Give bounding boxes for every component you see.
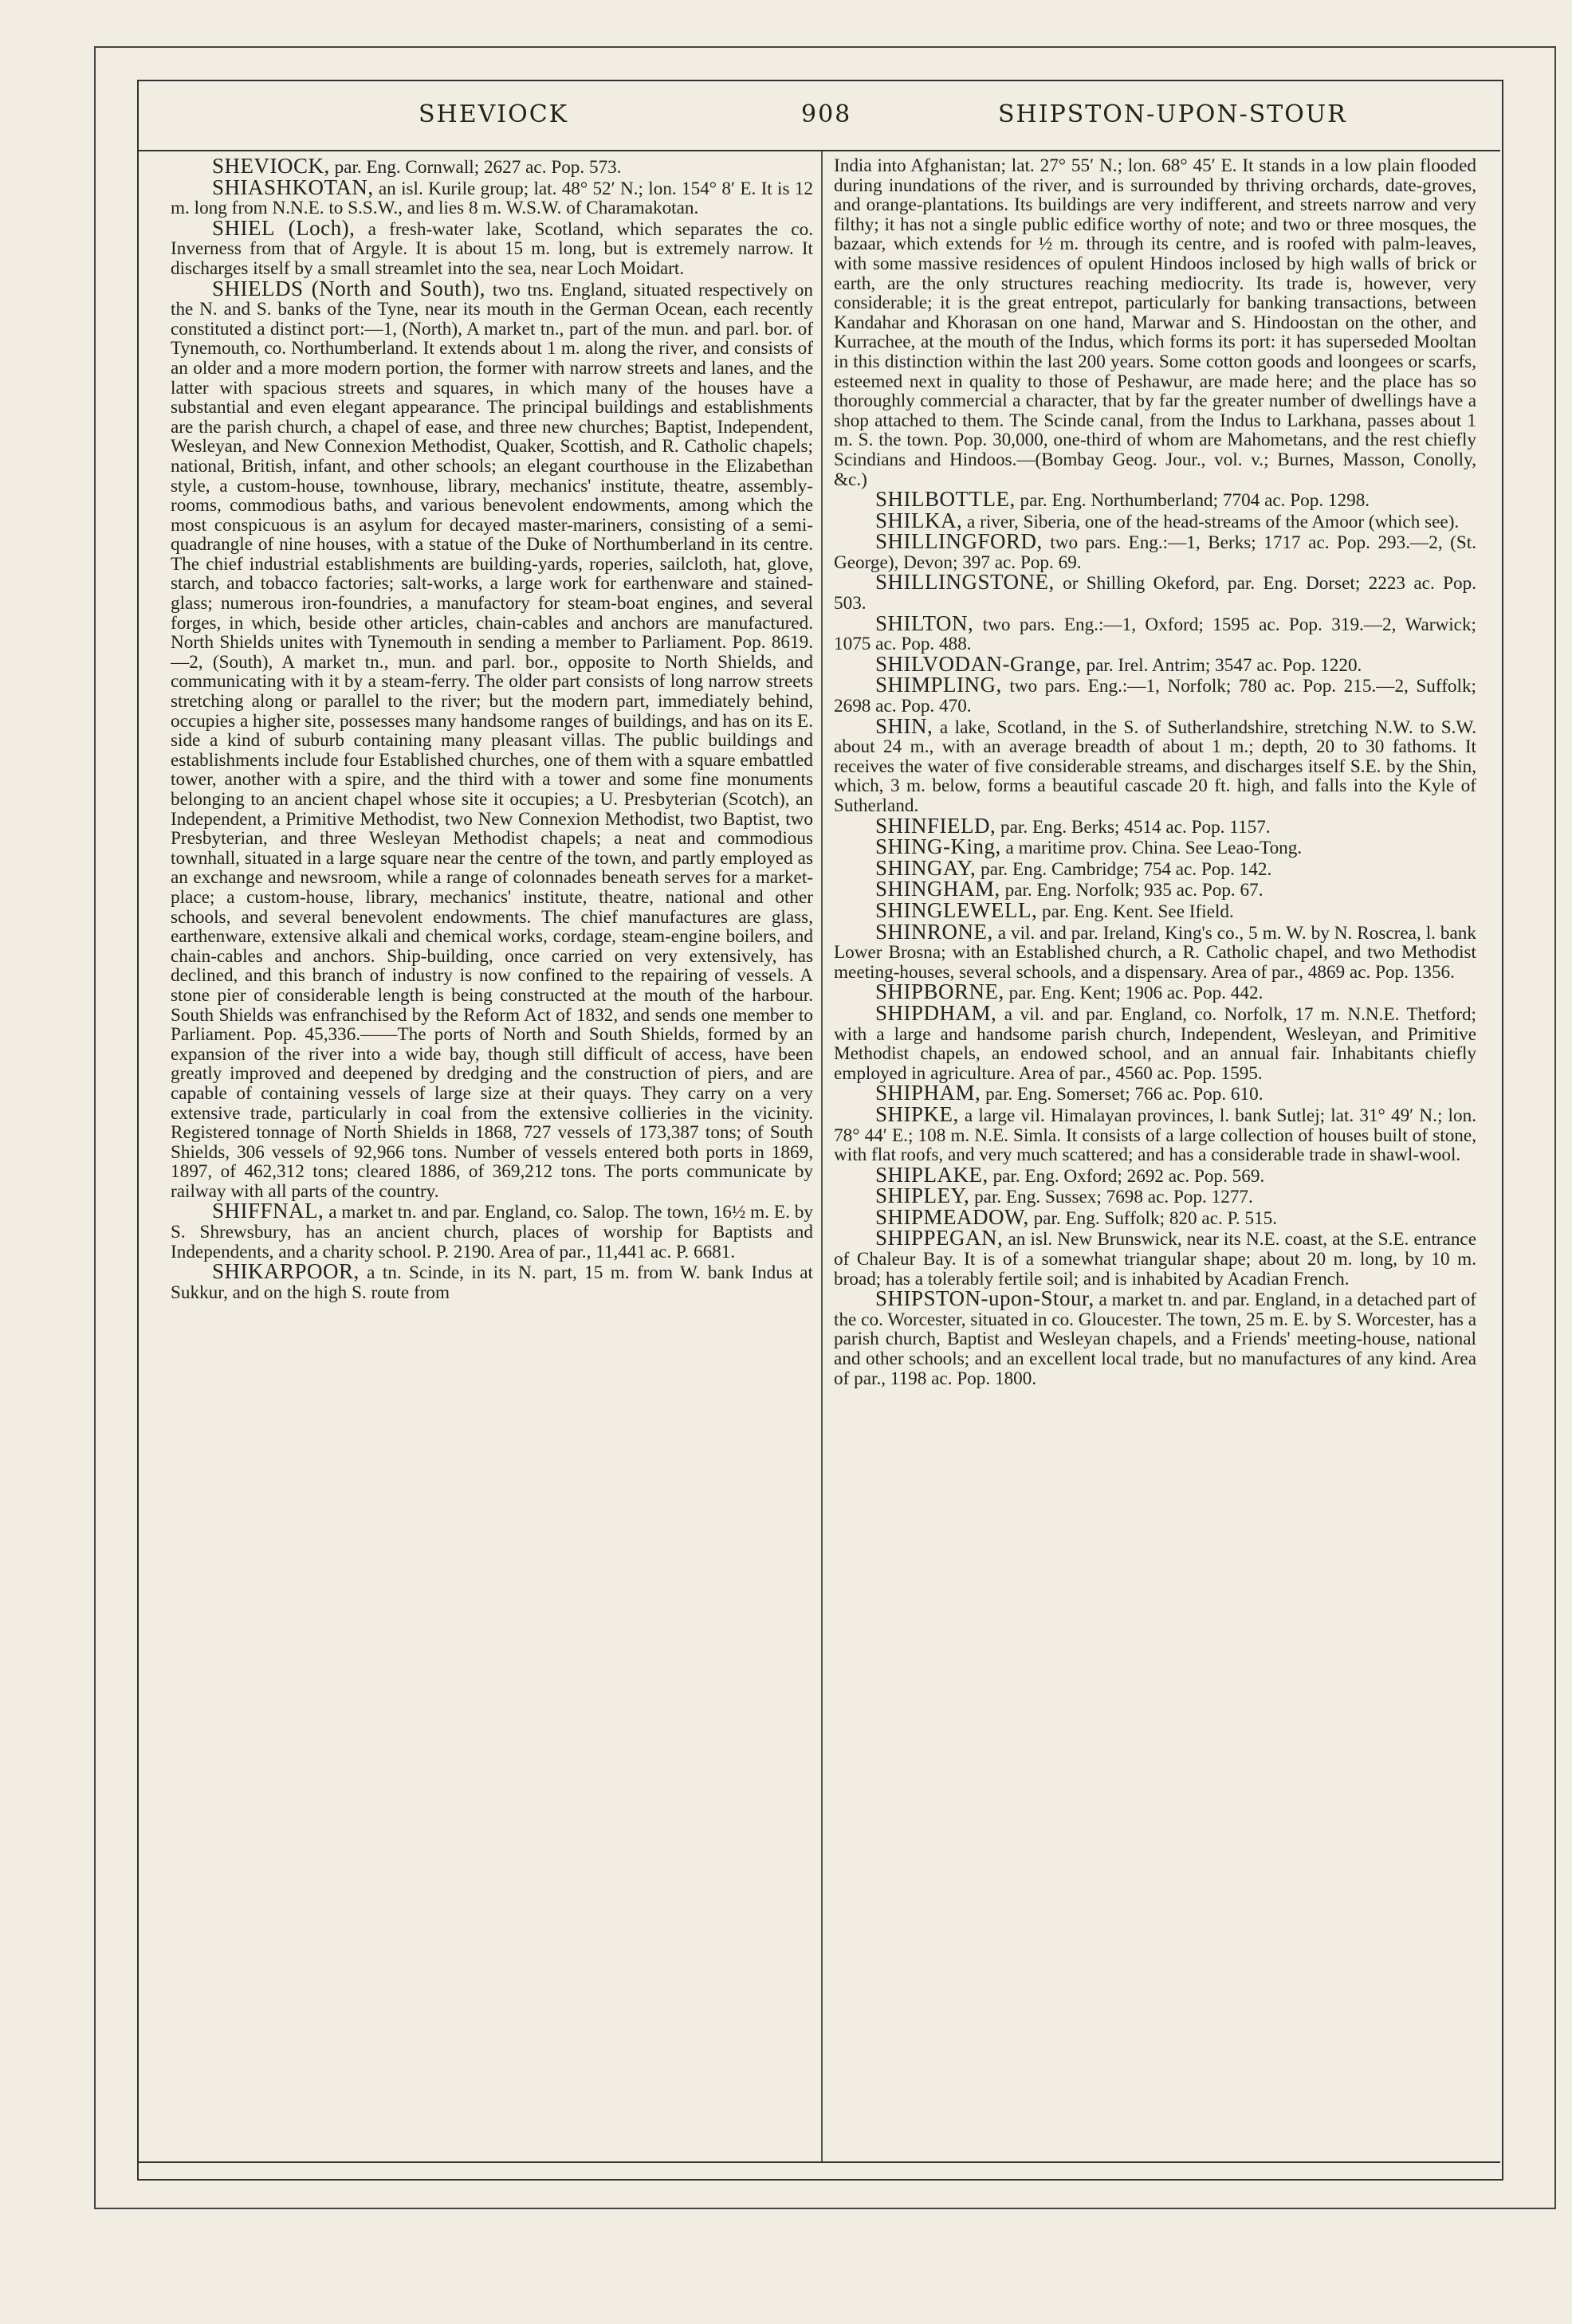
entry-text: a river, Siberia, one of the head-streams of the Amoor (which see). — [962, 511, 1460, 532]
right-column — [834, 156, 1476, 2158]
entry-headword: SHIELDS (North and South), — [212, 276, 486, 300]
entry-text: par. Eng. Kent. See Ifield. — [1037, 901, 1234, 922]
entry-text: a fresh-water lake, Scotland, which separates the co. Inverness from that of Argyle. It is about 15 m. long, but is extremely narrow. It discharges itself by a small streamlet into the sea, near Loch Moidart. — [171, 218, 813, 279]
entry-text: a vil. and par. Ireland, King's co., 5 m. W. by N. Roscrea, l. bank Lower Brosna; with an Established church, a R. Catholic chapel, and two Methodist meeting-houses, several schools, and a dispensary. Area of par., 4869 ac. Pop. 1356. — [834, 922, 1476, 983]
entry-text: an isl. New Brunswick, near its N.E. coast, at the S.E. entrance of Chaleur Bay. It is of a somewhat triangular shape; about 20 m. long, by 10 m. broad; has a tolerably fertile soil; and is inhabited by Acadian French. — [834, 1229, 1476, 1290]
entry-headword: SHIPKE, — [875, 1101, 959, 1126]
header-rule — [139, 150, 1500, 151]
gazetteer-entry — [834, 610, 1476, 655]
header-left-catchword: SHEVIOCK — [419, 100, 569, 128]
entry-headword: SHILBOTTLE, — [875, 487, 1016, 512]
gazetteer-entry — [834, 1101, 1476, 1166]
gazetteer-entry — [834, 1228, 1476, 1289]
gazetteer-entry — [834, 1204, 1476, 1229]
entry-headword: SHIMPLING, — [875, 673, 1002, 697]
entry-text: par. Eng. Oxford; 2692 ac. Pop. 569. — [988, 1165, 1265, 1187]
gazetteer-entry — [171, 1259, 813, 1303]
gazetteer-entry — [834, 897, 1476, 922]
footer-rule — [139, 2161, 1500, 2163]
entry-headword: SHIKARPOOR, — [212, 1259, 360, 1284]
entry-text: two pars. Eng.:—1, Norfolk; 780 ac. Pop. 215.—2, Suffolk; 2698 ac. Pop. 470. — [834, 676, 1476, 717]
entry-headword: SHIPBORNE, — [875, 979, 1004, 1004]
entry-headword: SHINGLEWELL, — [875, 897, 1038, 922]
entry-headword: SHIPPEGAN, — [875, 1226, 1004, 1250]
entry-text: an isl. Kurile group; lat. 48° 52′ N.; lon. 154° 8′ E. It is 12 m. long from N.N.E. to S.S.W., and lies 8 m. W.S.W. of Charamakotan. — [171, 178, 813, 219]
entry-headword: SHIFFNAL, — [212, 1199, 324, 1223]
gazetteer-entry — [171, 175, 813, 219]
gazetteer-entry — [834, 1083, 1476, 1105]
gazetteer-entry — [834, 979, 1476, 1004]
gazetteer-entry — [171, 1201, 813, 1262]
gazetteer-entry — [834, 713, 1476, 816]
entry-text: par. Eng. Cornwall; 2627 ac. Pop. 573. — [329, 157, 622, 178]
entry-headword: SHIN, — [875, 713, 933, 738]
gazetteer-entry — [834, 156, 1476, 489]
entry-text: or Shilling Okeford, par. Eng. Dorset; 2223 ac. Pop. 503. — [834, 573, 1476, 614]
entry-headword: SHINFIELD, — [875, 813, 996, 838]
gazetteer-entry — [834, 1162, 1476, 1187]
entry-text: India into Afghanistan; lat. 27° 55′ N.; lon. 68° 45′ E. It stands in a low plain flooded during inundations of the river, and is surrounded by thriving orchards, date-groves, and orange-plantations. Its buildings are very indifferent, and streets narrow and very filthy; it has not a single public edifice worthy of note; and two or three mosques, the bazaar, which extends for ½ m. through its centre, and is roofed with palm-leaves, with some massive residences of opulent Hindoos inclosed by high walls of brick or earth, are the only structures reaching mediocrity. Its trade is, however, very considerable; it is the great entrepot, particularly for banking transactions, between Kandahar and Khorasan on one hand, Marwar and S. Hindoostan on the other, and Kurrachee, at the mouth of the Indus, which forms its port: it has superseded Mooltan in this distinction within the last 200 years. Some cotton goods and loongees or scarfs, esteemed next in quality to those of Peshawur, are made here; and the place has so thoroughly commercial a character, that by far the greater number of dwellings have a shop attached to them. The Scinde canal, from the Indus to Larkhana, passes about 1 m. S. the town. Pop. 30,000, one-third of whom are Mahometans, and the rest chiefly Scindians and Hindoos.—(Bombay Geog. Jour., vol. v.; Burnes, Masson, Conolly, &c.) — [834, 156, 1476, 490]
gazetteer-entry — [834, 879, 1476, 901]
page-number: 908 — [801, 100, 852, 128]
entry-text: a lake, Scotland, in the S. of Sutherlandshire, stretching N.W. to S.W. about 24 m., with an average breadth of about 1 m.; depth, 20 to 30 fathoms. It receives the water of five considerable streams, and discharges itself S.E. by the Shin, which, 3 m. below, forms a beautiful cascade 20 ft. high, and falls into the Kyle of Sutherland. — [834, 716, 1476, 816]
gazetteer-entry — [834, 1000, 1476, 1084]
gazetteer-entry — [834, 855, 1476, 880]
entry-text: par. Eng. Northumberland; 7704 ac. Pop. 1298. — [1015, 490, 1370, 512]
entry-headword: SHINRONE, — [875, 919, 993, 944]
entry-headword: SHINGAY, — [875, 855, 977, 880]
entry-headword: SHIASHKOTAN, — [212, 175, 374, 199]
gazetteer-entry — [834, 919, 1476, 983]
entry-headword: SHING-King, — [875, 834, 1001, 859]
gazetteer-entry — [834, 529, 1476, 573]
entry-text: a tn. Scinde, in its N. part, 15 m. from W. bank Indus at Sukkur, and on the high S. route from — [171, 1262, 813, 1303]
entry-text: a market tn. and par. England, in a detached part of the co. Worcester, situated in co. Gloucester. The town, 25 m. E. by S. Worcester, has a parish church, Baptist and Wesleyan chapels, and a Friends' meeting-house, national and other schools; and an excellent local trade, but no manufactures of any kind. Area of par., 1198 ac. Pop. 1800. — [834, 1290, 1476, 1389]
entry-headword: SHILKA, — [875, 508, 963, 532]
gazetteer-entry — [834, 508, 1476, 532]
entry-text: a vil. and par. England, co. Norfolk, 17 m. N.N.E. Thetford; with a large and handsome parish church, Independent, Wesleyan, and Primitive Methodist chapels, an endowed school, and an annual fair. Inhabitants chiefly employed in agriculture. Area of par., 4560 ac. Pop. 1595. — [834, 1003, 1476, 1084]
gazetteer-entry — [834, 834, 1476, 859]
entry-headword: SHILVODAN-Grange, — [875, 651, 1082, 676]
entry-text: par. Eng. Norfolk; 935 ac. Pop. 67. — [1000, 880, 1263, 901]
entry-text: par. Eng. Kent; 1906 ac. Pop. 442. — [1004, 983, 1263, 1004]
entry-text: par. Eng. Cambridge; 754 ac. Pop. 142. — [976, 858, 1272, 880]
entry-headword: SHILLINGSTONE, — [875, 570, 1055, 595]
entry-headword: SHIPSTON-upon-Stour, — [875, 1286, 1095, 1311]
entry-headword: SHIPLEY, — [875, 1184, 970, 1208]
entry-text: par. Irel. Antrim; 3547 ac. Pop. 1220. — [1081, 654, 1362, 676]
entry-text: two pars. Eng.:—1, Berks; 1717 ac. Pop. 293.—2, (St. George), Devon; 397 ac. Pop. 69. — [834, 532, 1476, 573]
entry-headword: SHIPMEADOW, — [875, 1204, 1029, 1229]
entry-text: two tns. England, situated respectively on the N. and S. banks of the Tyne, near its mouth in the German Ocean, each recently constituted a distinct port:—1, (North), A market tn., part of the mun. and parl. bor. of Tynemouth, co. Northumberland. It extends about 1 m. along the river, and consists of an older and a more modern portion, the former with narrow streets and lanes, and the latter with spacious streets and squares, in which many of the houses have a substantial and even elegant appearance. The principal buildings and establishments are the parish church, a chapel of ease, and three new churches; Baptist, Independent, Wesleyan, and New Connexion Methodist, Quaker, Scottish, and R. Catholic chapels; national, British, infant, and other schools; an elegant courthouse in the Elizabethan style, a custom-house, townhouse, library, mechanics' institute, theatre, assembly-rooms, commodious baths, and various benevolent endowments, among which the most conspicuous is an asylum for decayed master-mariners, consisting of a semi-quadrangle of nine houses, with a statue of the Duke of Northumberland in its centre. The chief industrial establishments are building-yards, roperies, sailcloth, hat, glove, starch, and tobacco factories; salt-works, a large work for earthenware and stained-glass; numerous iron-foundries, a manufactory for steam-boat engines, and several forges, in which, beside other articles, chain-cables and anchors are manufactured. North Shields unites with Tynemouth in sending a member to Parliament. Pop. 8619.—2, (South), A market tn., mun. and parl. bor., opposite to North Shields, and communicating with it by a steam-ferry. The older part consists of long narrow streets stretching along or parallel to the river; but the modern part, immediately behind, occupies a higher site, possesses many handsome ranges of buildings, and has on its E. side a kind of suburb containing many pleasant villas. The public buildings and establishments include four Established churches, one of them with a square embattled tower, another with a spire, and the third with a tower and some fine monuments belonging to an ancient chapel whose site it occupies; a U. Presbyterian (Scotch), an Independent, a Primitive Methodist, two New Connexion Methodist, two Baptist, two Presbyterian, and three Wesleyan Methodist chapels; a neat and commodious townhall, situated in a large square near the centre of the town, and partly employed as an exchange and newsroom, while a range of colonnades beneath serves for a market-place; a custom-house, library, mechanics' institute, theatre, national and other schools, and several benevolent endowments. The chief manufactures are glass, earthenware, extensive alkali and chemical works, cordage, steam-engine boilers, and chain-cables and anchors. Ship-building, once carried on very extensively, has declined, and this branch of industry is now confined to the repairing of vessels. A stone pier of considerable length is being constructed at the mouth of the harbour. South Shields was enfranchised by the Reform Act of 1832, and sends one member to Parliament. Pop. 45,336.——The ports of North and South Shields, formed by an expansion of the river into a wide bay, though still difficult of access, have been greatly improved and deepened by dredging and the construction of piers, and are capable of containing vessels of large size at their quays. They carry on a very extensive trade, particularly in coal from the extensive collieries in the vicinity. Registered tonnage of North Shields in 1868, 727 vessels of 173,387 tons; of South Shields, 306 vessels of 92,966 tons. Number of vessels entered both ports in 1869, 1897, of 462,312 tons; cleared 1886, of 369,212 tons. The ports communicate by railway with all parts of the country. — [171, 279, 813, 1202]
entry-headword: SHEVIOCK, — [212, 156, 330, 178]
header-right-catchword: SHIPSTON-UPON-STOUR — [998, 100, 1347, 128]
entry-text: par. Eng. Sussex; 7698 ac. Pop. 1277. — [969, 1187, 1253, 1208]
left-column — [171, 156, 813, 2158]
gazetteer-entry — [834, 651, 1476, 676]
entry-text: a maritime prov. China. See Leao-Tong. — [1000, 838, 1303, 859]
running-header — [143, 86, 1499, 150]
entry-text: par. Eng. Berks; 4514 ac. Pop. 1157. — [996, 816, 1271, 838]
entry-headword: SHILLINGFORD, — [875, 529, 1043, 554]
gazetteer-entry — [834, 1186, 1476, 1207]
entry-headword: SHINGHAM, — [875, 877, 1000, 901]
entry-headword: SHIEL (Loch), — [212, 215, 356, 240]
entry-text: par. Eng. Suffolk; 820 ac. P. 515. — [1028, 1207, 1278, 1229]
gazetteer-entry — [834, 489, 1476, 511]
entry-headword: SHIPDHAM, — [875, 1000, 997, 1025]
gazetteer-entry — [171, 215, 813, 279]
entry-text: two pars. Eng.:—1, Oxford; 1595 ac. Pop. 319.—2, Warwick; 1075 ac. Pop. 488. — [834, 614, 1476, 655]
entry-headword: SHILTON, — [875, 610, 974, 635]
gazetteer-entry — [834, 813, 1476, 838]
entry-text: a large vil. Himalayan provinces, l. bank Sutlej; lat. 31° 49′ N.; lon. 78° 44′ E.; 108 m. N.E. Simla. It consists of a large collection of houses built of stone, with flat roofs, and very much scattered; and has a considerable trade in shawl-wool. — [834, 1105, 1476, 1166]
column-divider — [821, 151, 823, 2161]
gazetteer-entry — [171, 156, 813, 178]
entry-text: a market tn. and par. England, co. Salop. The town, 16½ m. E. by S. Shrewsbury, has an ancient church, places of worship for Baptists and Independents, and a charity school. P. 2190. Area of par., 11,441 ac. P. 6681. — [171, 1202, 813, 1262]
gazetteer-entry — [834, 675, 1476, 716]
gazetteer-entry — [834, 1286, 1476, 1389]
gazetteer-entry — [171, 276, 813, 1202]
gazetteer-entry — [834, 572, 1476, 613]
entry-text: par. Eng. Somerset; 766 ac. Pop. 610. — [981, 1084, 1263, 1105]
entry-headword: SHIPLAKE, — [875, 1162, 988, 1187]
entry-headword: SHIPHAM, — [875, 1081, 981, 1105]
